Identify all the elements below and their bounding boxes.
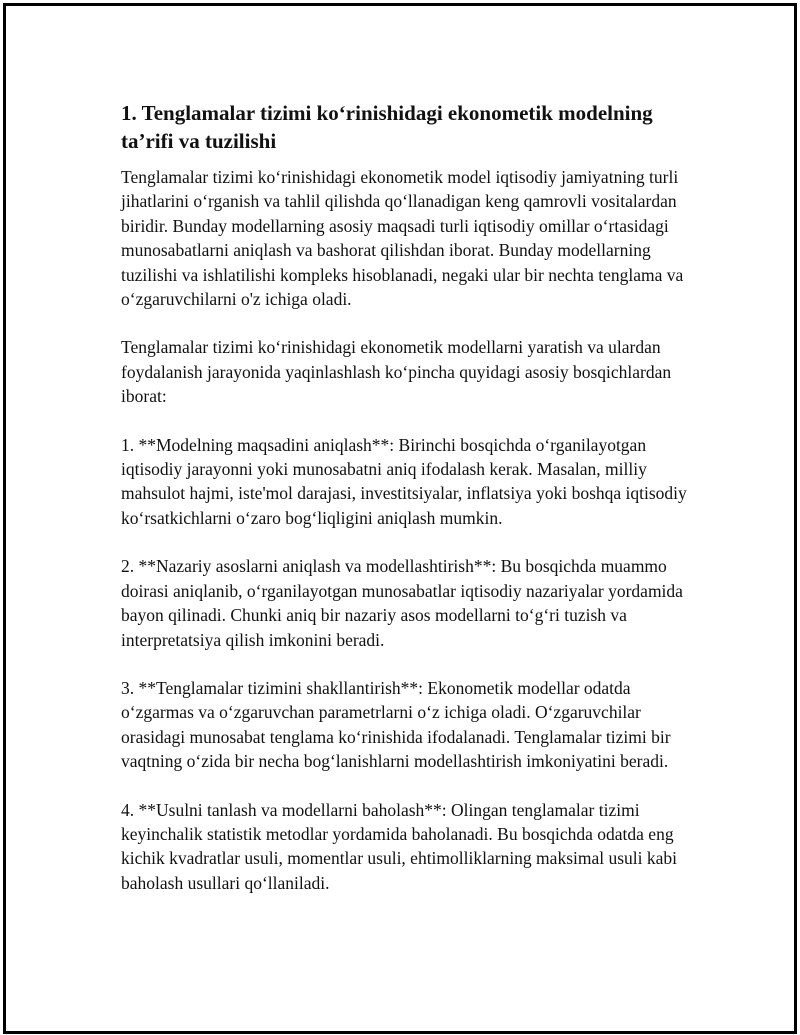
- intro-paragraph: Tenglamalar tizimi ko‘rinishidagi ekonometik model iqtisodiy jamiyatning turli jihatlarini o‘rganish va tahlil qilishda qo‘llanadigan keng qamrovli vositalardan biridir. Bunday modellarning asosiy maqsadi turli iqtisodiy omillar o‘rtasidagi munosabatlarni aniqlash va bashorat qilishdan iborat. Bunday modellarning tuzilishi va ishlatilishi kompleks hisoblanadi, negaki ular bir nechta tenglama va o‘zgaruvchilarni o'z ichiga oladi.: [121, 167, 684, 310]
- section-heading: 1. Tenglamalar tizimi ko‘rinishidagi ekonometik modelning ta’rifi va tuzilishi: [121, 101, 653, 153]
- stage-2-paragraph: 2. **Nazariy asoslarni aniqlash va modellashtirish**: Bu bosqichda muammo doirasi aniqlanib, o‘rganilayotgan munosabatlar iqtisodiy nazariyalar yordamida bayon qilinadi. Chunki aniq bir nazariy asos modellarni to‘g‘ri tuzish va interpretatsiya qilish imkonini beradi.: [121, 556, 683, 650]
- document-body: [121, 99, 691, 919]
- page-frame: [3, 3, 797, 1034]
- stage-1-paragraph: 1. **Modelning maqsadini aniqlash**: Birinchi bosqichda o‘rganilayotgan iqtisodiy jarayonni yoki munosabatni aniq ifodalash kerak. Masalan, milliy mahsulot hajmi, iste'mol darajasi, investitsiyalar, inflatsiya yoki boshqa iqtisodiy ko‘rsatkichlarni o‘zaro bog‘liqligini aniqlash mumkin.: [121, 434, 687, 528]
- stage-3-paragraph: 3. **Tenglamalar tizimini shakllantirish**: Ekonometik modellar odatda o‘zgarmas va o‘zgaruvchan parametrlarni o‘z ichiga oladi. O‘zgaruvchilar orasidagi munosabat tenglama ko‘rinishida ifodalanadi. Tenglamalar tizimi bir vaqtning o‘zida bir necha bog‘lanishlarni modellashtirish imkoniyatini beradi.: [121, 677, 671, 772]
- stages-intro-paragraph: Tenglamalar tizimi ko‘rinishidagi ekonometik modellarni yaratish va ulardan foydalanish jarayonida yaqinlashlash ko‘pincha quyidagi asosiy bosqichlardan iborat:: [121, 337, 672, 407]
- stage-4-paragraph: 4. **Usulni tanlash va modellarni baholash**: Olingan tenglamalar tizimi keyinchalik statistik metodlar yordamida baholanadi. Bu bosqichda odatda eng kichik kvadratlar usuli, momentlar usuli, ehtimolliklarning maksimal usuli kabi baholash usullari qo‘llaniladi.: [121, 799, 678, 893]
